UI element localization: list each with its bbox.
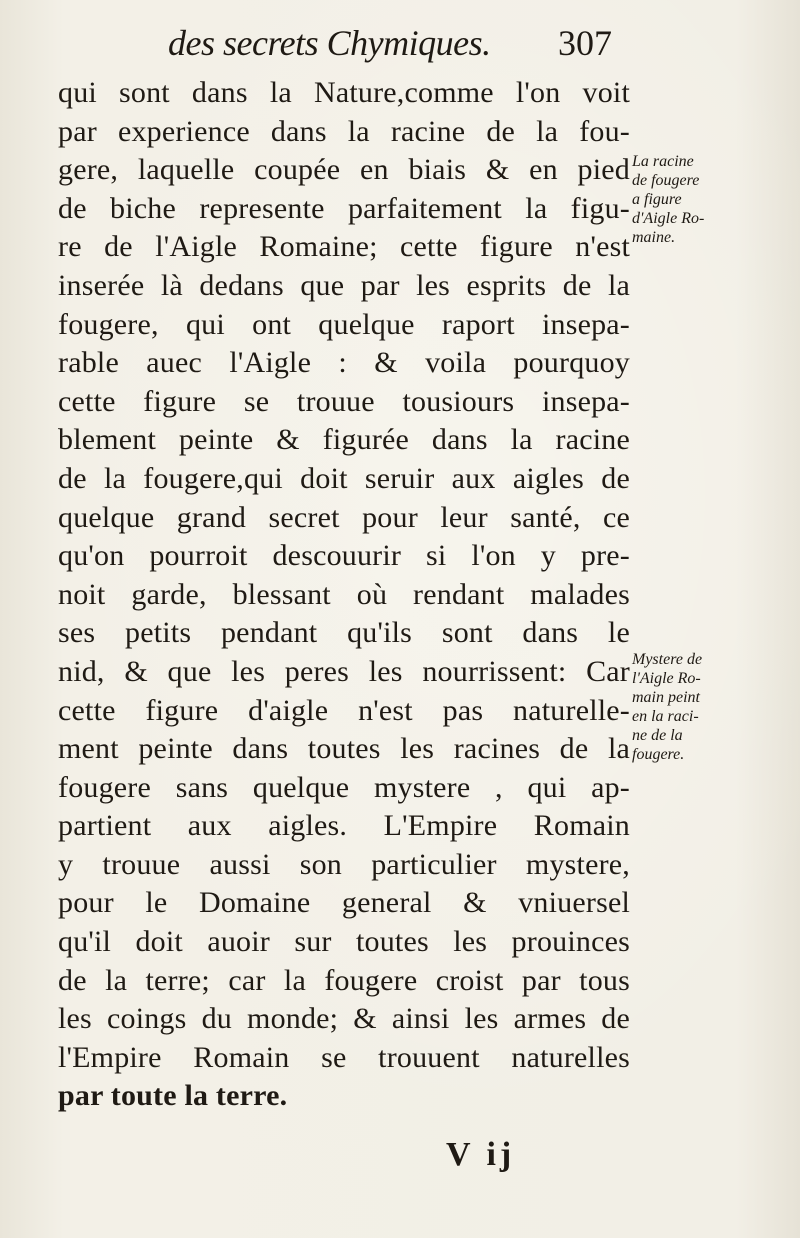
text-line: ment peinte dans toutes les racines de la [58, 732, 630, 766]
margin-note-fern-root [632, 152, 762, 247]
text-line: qu'il doit auoir sur toutes les prouinces [58, 925, 630, 959]
margin-note-line: fougere. [632, 746, 685, 763]
text-line: re de l'Aigle Romaine; cette figure n'est [58, 230, 630, 264]
text-line: de la fougere,qui doit seruir aux aigles de [58, 461, 630, 495]
signature-mark: V ij [446, 1136, 516, 1173]
text-line: qui sont dans la Nature,comme l'on voit [58, 76, 630, 109]
text-line: qu'on pourroit descouurir si l'on y pre- [58, 539, 630, 573]
text-line: partient aux aigles. L'Empire Romain [58, 809, 630, 843]
text-line: y trouue aussi son particulier mystere, [58, 847, 630, 881]
text-line: de biche represente parfaitement la figu- [58, 191, 630, 225]
text-line: de la terre; car la fougere croist par tous [58, 963, 630, 997]
margin-note-line: en la raci- [632, 708, 699, 725]
text-line: fougere, qui ont quelque raport insepa- [58, 307, 630, 341]
body-text [58, 74, 630, 1116]
margin-note-line: l'Aigle Ro- [632, 670, 701, 687]
page-number: 307 [558, 23, 612, 63]
margin-note-line: main peint [632, 689, 700, 706]
text-line: ses petits pendant qu'ils sont dans le [58, 616, 630, 650]
margin-note-line: a figure [632, 191, 682, 208]
text-line: fougere sans quelque mystere , qui ap- [58, 770, 630, 804]
text-line: gere, laquelle coupée en biais & en pied [58, 153, 630, 187]
text-line: rable auec l'Aigle : & voila pourquoy [58, 346, 630, 380]
margin-note-line: ne de la [632, 727, 683, 744]
margin-note-eagle-mystery [632, 650, 762, 764]
text-line: les coings du monde; & ainsi les armes de [58, 1002, 630, 1036]
margin-note-line: Mystere de [632, 651, 703, 668]
margin-note-line: maine. [632, 229, 676, 246]
page-header [168, 22, 638, 72]
text-line: nid, & que les peres les nourrissent: Car [58, 654, 630, 688]
text-line: l'Empire Romain se trouuent naturelles [58, 1040, 630, 1074]
margin-note-line: d'Aigle Ro- [632, 210, 705, 227]
running-title: des secrets Chymiques. [168, 23, 491, 63]
text-line: quelque grand secret pour leur santé, ce [58, 500, 630, 534]
text-line: cette figure se trouue tousiours insepa- [58, 384, 630, 418]
text-line: blement peinte & figurée dans la racine [58, 423, 630, 457]
text-line: noit garde, blessant où rendant malades [58, 577, 630, 611]
text-line: inserée là dedans que par les esprits de la [58, 268, 630, 302]
margin-note-line: La racine [632, 153, 694, 170]
text-line: cette figure d'aigle n'est pas naturelle- [58, 693, 630, 727]
text-line: par toute la terre. [58, 1079, 288, 1113]
text-line: par experience dans la racine de la fou- [58, 114, 630, 148]
margin-note-line: de fougere [632, 172, 700, 189]
text-line: pour le Domaine general & vniuersel [58, 886, 630, 920]
